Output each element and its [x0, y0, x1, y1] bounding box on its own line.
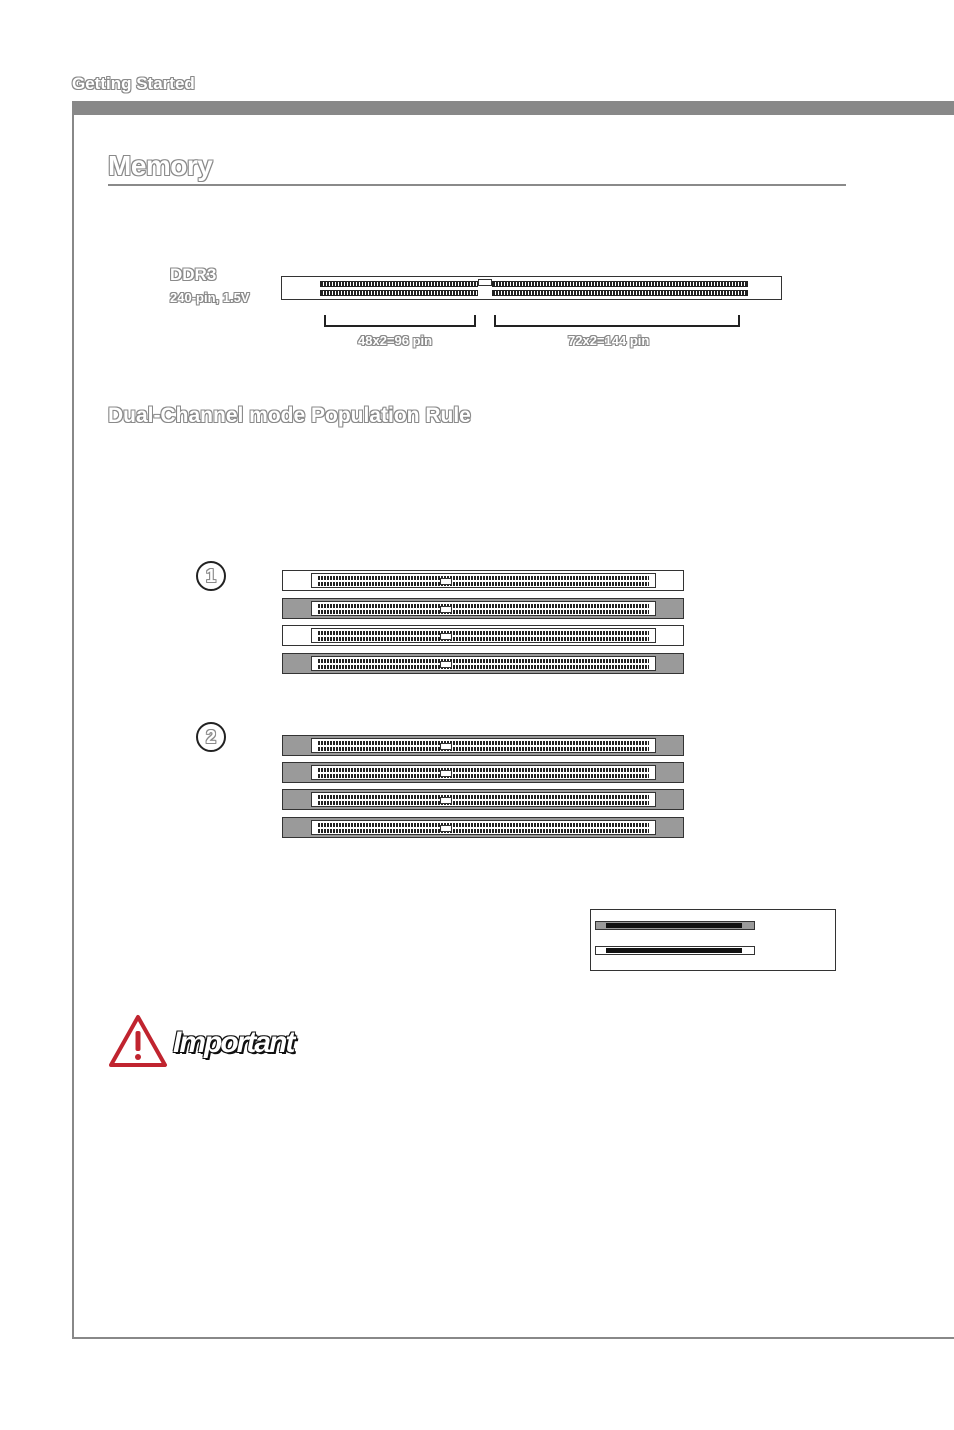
dimm-slot	[282, 789, 684, 810]
pin-count-right: 72x2=144 pin	[568, 333, 650, 348]
ddr3-pin-row-top-left	[320, 281, 478, 287]
memory-title-rule	[108, 184, 846, 186]
section-header: Getting Started	[72, 74, 195, 93]
header-bar	[72, 101, 954, 115]
ddr3-label: DDR3	[170, 265, 217, 284]
bracket-right	[494, 315, 740, 327]
ddr3-key-notch	[478, 279, 492, 286]
dimm-slot	[282, 653, 684, 674]
ddr3-slot-diagram	[281, 276, 782, 300]
legend-installed-slot	[595, 921, 755, 930]
pin-count-left: 48x2=96 pin	[358, 333, 433, 348]
dimm-slot	[282, 817, 684, 838]
memory-title: Memory	[108, 150, 213, 181]
bracket-left	[324, 315, 476, 327]
config-badge-1: 1	[196, 561, 226, 591]
dimm-slot	[282, 762, 684, 783]
bottom-rule	[72, 1337, 954, 1339]
ddr3-pin-row-bottom-left	[320, 290, 478, 296]
important-label: Important	[173, 1026, 294, 1059]
dimm-slot	[282, 598, 684, 619]
slot-legend	[590, 909, 836, 971]
config-badge-2: 2	[196, 722, 226, 752]
dimm-slot	[282, 735, 684, 756]
ddr3-spec: 240-pin, 1.5V	[170, 290, 250, 305]
ddr3-pin-row-bottom-right	[492, 290, 748, 296]
dimm-slot	[282, 570, 684, 591]
dimm-slot	[282, 625, 684, 646]
ddr3-pin-row-top-right	[492, 281, 748, 287]
warning-triangle-icon	[108, 1014, 168, 1068]
left-margin-rule	[72, 101, 74, 1339]
dual-channel-title: Dual-Channel mode Population Rule	[108, 404, 471, 427]
legend-empty-slot	[595, 946, 755, 955]
